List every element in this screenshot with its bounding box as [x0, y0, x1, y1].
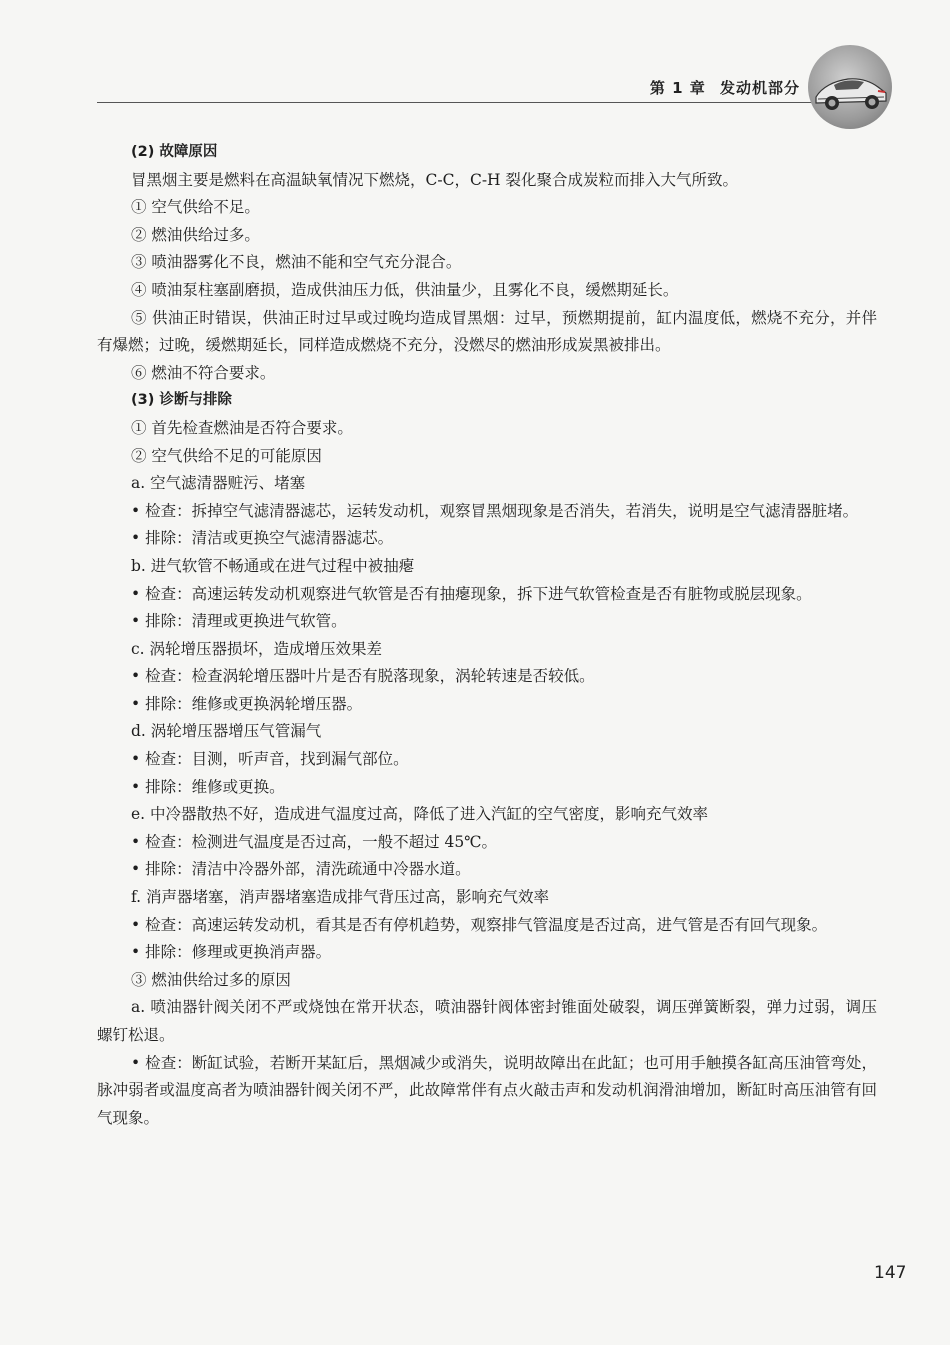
sub-item: e. 中冷器散热不好，造成进气温度过高，降低了进入汽缸的空气密度，影响充气效率 [131, 805, 709, 824]
list-item: ② 空气供给不足的可能原因 [131, 446, 322, 465]
bullet-item: • 排除：修理或更换消声器。 [131, 943, 332, 962]
paragraph: 冒黑烟主要是燃料在高温缺氧情况下燃烧，C-C，C-H 裂化聚合成炭粒而排入大气所致。 [131, 170, 739, 189]
list-item: ① 空气供给不足。 [131, 198, 260, 217]
page-header [0, 0, 950, 140]
sub-item: b. 进气软管不畅通或在进气过程中被抽瘪 [131, 556, 415, 575]
bullet-item: • 检查：目测，听声音，找到漏气部位。 [131, 750, 409, 769]
bullet-item: • 检查：拆掉空气滤清器滤芯，运转发动机，观察冒黑烟现象是否消失，若消失，说明是空气滤清器脏堵。 [131, 501, 859, 520]
list-item: ① 首先检查燃油是否符合要求。 [131, 418, 353, 437]
bullet-item: • 检查：高速运转发动机观察进气软管是否有抽瘪现象，拆下进气软管检查是否有脏物或脱层现象。 [131, 584, 812, 603]
list-item: ⑤ 供油正时错误，供油正时过早或过晚均造成冒黑烟：过早，预燃期提前，缸内温度低，燃烧不充分，并伴有爆燃；过晚，缓燃期延长，同样造成燃烧不充分，没燃尽的燃油形成炭黑被排出。 [97, 308, 877, 355]
bullet-item: • 检查：断缸试验，若断开某缸后，黑烟减少或消失，说明故障出在此缸；也可用手触摸各缸高压油管弯处，脉冲弱者或温度高者为喷油器针阀关闭不严，此故障常伴有点火敲击声和发动机润滑油增加，断缸时高压油管有回气现象。 [97, 1053, 877, 1127]
bullet-item: • 检查：检测进气温度是否过高，一般不超过 45℃。 [131, 832, 498, 851]
bullet-item: • 排除：清洁或更换空气滤清器滤芯。 [131, 529, 394, 548]
sub-item: a. 喷油器针阀关闭不严或烧蚀在常开状态，喷油器针阀体密封锥面处破裂，调压弹簧断裂，弹力过弱，调压螺钉松退。 [97, 998, 877, 1044]
bullet-item: • 排除：清理或更换进气软管。 [131, 612, 347, 631]
list-item: ⑥ 燃油不符合要求。 [131, 363, 276, 382]
car-icon [808, 45, 892, 129]
list-item: ④ 喷油泵柱塞副磨损，造成供油压力低，供油量少，且雾化不良，缓燃期延长。 [131, 280, 679, 299]
sub-item: f. 消声器堵塞，消声器堵塞造成排气背压过高，影响充气效率 [131, 888, 550, 907]
bullet-item: • 排除：维修或更换。 [131, 777, 285, 796]
body-text [97, 139, 877, 1132]
section-heading: (3) 诊断与排除 [131, 392, 232, 409]
chapter-title: 发动机部分 [719, 79, 800, 97]
bullet-item: • 检查：检查涡轮增压器叶片是否有脱落现象，涡轮转速是否较低。 [131, 667, 595, 686]
sub-item: c. 涡轮增压器损坏，造成增压效果差 [131, 639, 383, 658]
list-item: ② 燃油供给过多。 [131, 225, 260, 244]
header-rule [97, 102, 837, 103]
bullet-item: • 排除：清洁中冷器外部，清洗疏通中冷器水道。 [131, 860, 471, 879]
chapter-number: 第 1 章 [649, 79, 706, 97]
bullet-item: • 检查：高速运转发动机，看其是否有停机趋势，观察排气管温度是否过高，进气管是否有回气现象。 [131, 915, 828, 934]
list-item: ③ 燃油供给过多的原因 [131, 970, 291, 989]
sub-item: a. 空气滤清器赃污、堵塞 [131, 474, 306, 493]
car-icon-graphic [808, 45, 892, 129]
chapter-heading [642, 77, 800, 98]
list-item: ③ 喷油器雾化不良，燃油不能和空气充分混合。 [131, 253, 462, 272]
bullet-item: • 排除：维修或更换涡轮增压器。 [131, 694, 363, 713]
page-number: 147 [874, 1263, 907, 1283]
section-heading: (2) 故障原因 [131, 144, 218, 160]
sub-item: d. 涡轮增压器增压气管漏气 [131, 722, 322, 741]
